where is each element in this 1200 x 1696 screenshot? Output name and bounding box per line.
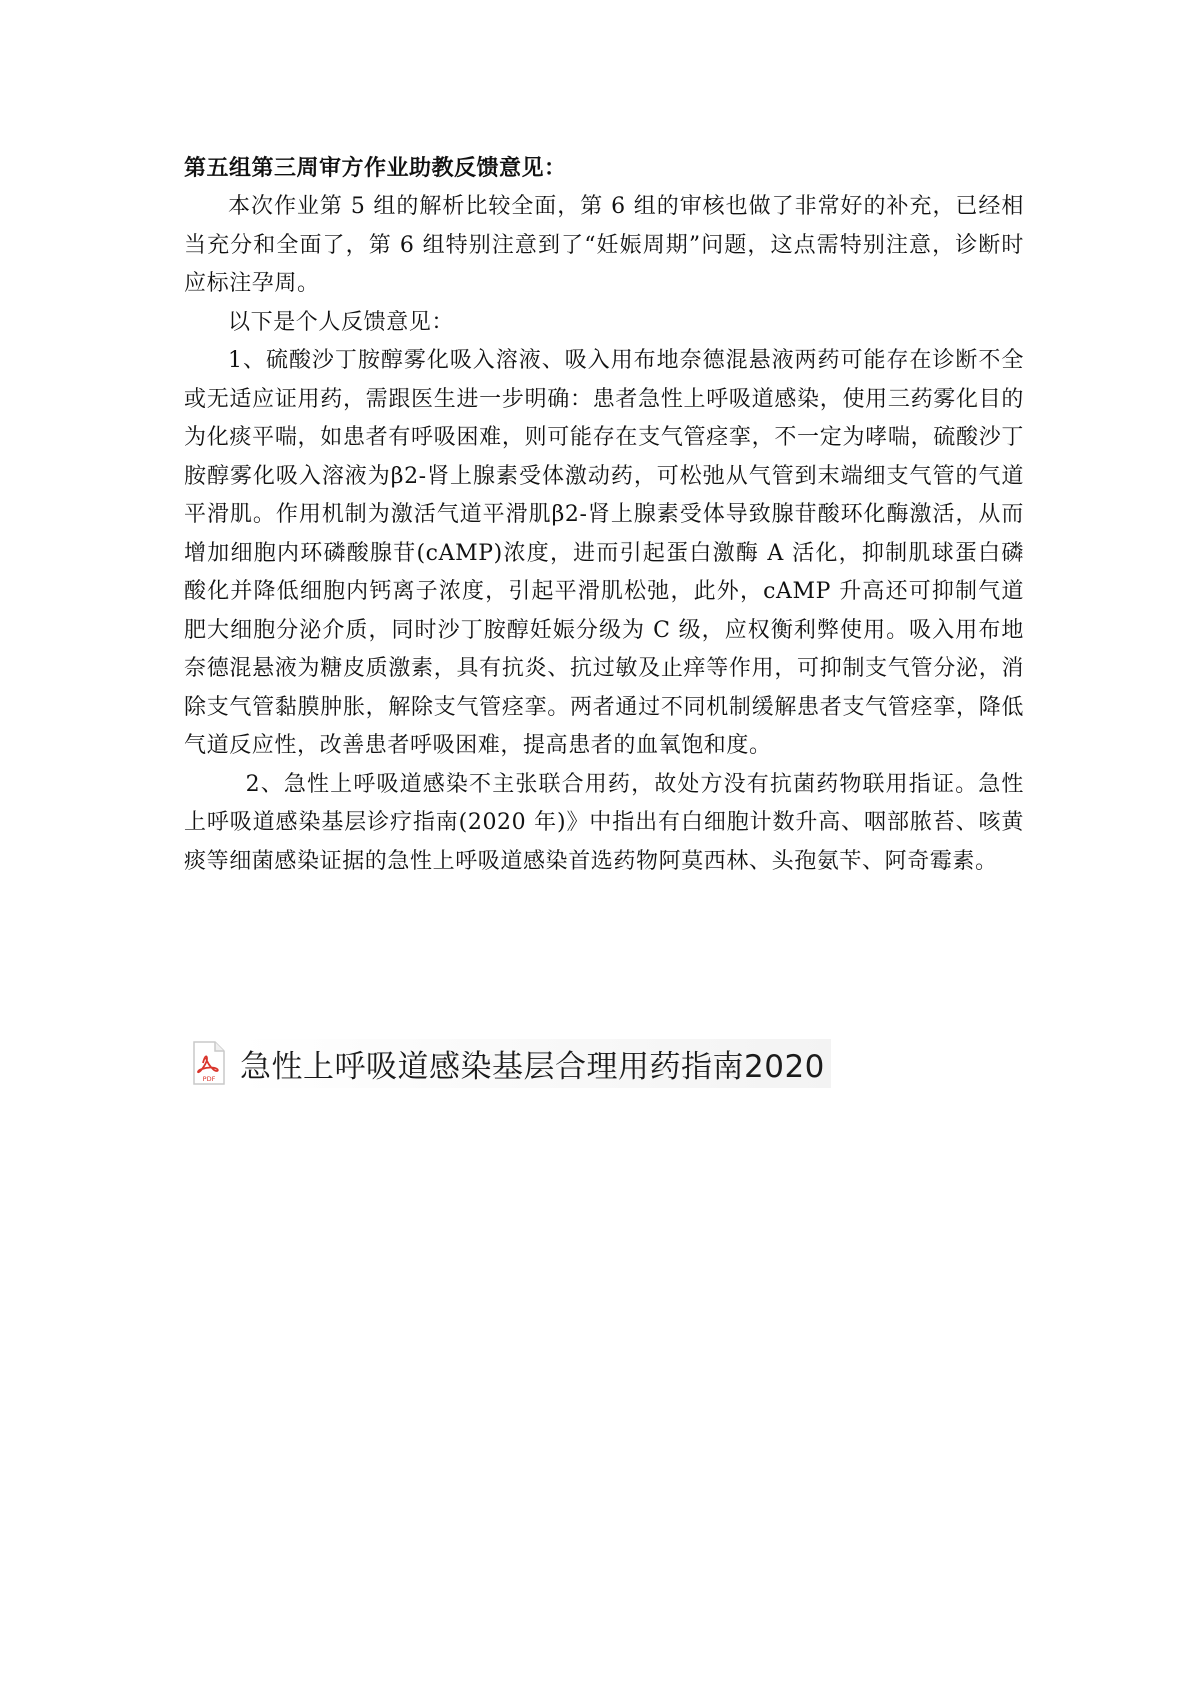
paragraph-point-2: 2、急性上呼吸道感染不主张联合用药，故处方没有抗菌药物联用指证。急性上呼吸道感染基层诊疗指南(2020 年)》中指出有白细胞计数升高、咽部脓苔、咳黄痰等细菌感染证据的急性上呼吸道感染首选药物阿莫西林、头孢氨苄、阿奇霉素。	[184, 771, 1024, 874]
pdf-icon-label: PDF	[202, 1075, 216, 1083]
pdf-file-icon	[192, 1041, 226, 1085]
attachment-title[interactable]: 急性上呼吸道感染基层合理用药指南2020	[238, 1039, 831, 1088]
paragraph-intro: 以下是个人反馈意见：	[228, 309, 455, 335]
paragraph-summary: 本次作业第 5 组的解析比较全面，第 6 组的审核也做了非常好的补充，已经相当充分和全面了，第 6 组特别注意到了“妊娠周期”问题，这点需特别注意，诊断时应标注孕周。	[184, 194, 1024, 296]
document-heading: 第五组第三周审方作业助教反馈意见：	[184, 156, 567, 181]
document-body	[184, 150, 1024, 881]
pdf-attachment[interactable]	[192, 1038, 831, 1088]
paragraph-point-1: 1、硫酸沙丁胺醇雾化吸入溶液、吸入用布地奈德混悬液两药可能存在诊断不全或无适应证用药，需跟医生进一步明确：患者急性上呼吸道感染，使用三药雾化目的为化痰平喘，如患者有呼吸困难，则可能存在支气管痉挛，不一定为哮喘，硫酸沙丁胺醇雾化吸入溶液为β2-肾上腺素受体激动药，可松弛从气管到末端细支气管的气道平滑肌。作用机制为激活气道平滑肌β2-肾上腺素受体导致腺苷酸环化酶激活，从而增加细胞内环磷酸腺苷(cAMP)浓度，进而引起蛋白激酶 A 活化，抑制肌球蛋白磷酸化并降低细胞内钙离子浓度，引起平滑肌松弛，此外，cAMP 升高还可抑制气道肥大细胞分泌介质，同时沙丁胺醇妊娠分级为 C 级，应权衡利弊使用。吸入用布地奈德混悬液为糖皮质激素，具有抗炎、抗过敏及止痒等作用，可抑制支气管分泌，消除支气管黏膜肿胀，解除支气管痉挛。两者通过不同机制缓解患者支气管痉挛，降低气道反应性，改善患者呼吸困难，提高患者的血氧饱和度。	[184, 348, 1024, 758]
